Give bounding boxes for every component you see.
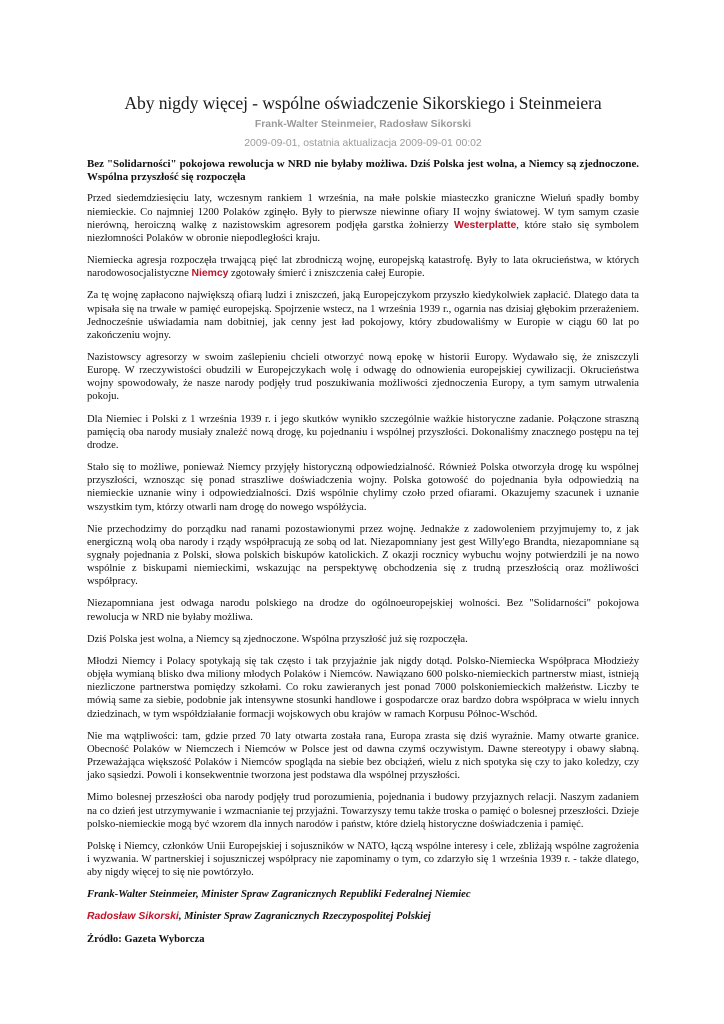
paragraph-12: Mimo bolesnej przeszłości oba narody podjęły trud porozumienia, pojednania i budowy przyjaznych relacji. Naszym zadaniem na co dzień jest utrzymywanie i wzmacnianie tej przyjaźni. Towarzyszy temu także troska o pamięć o bolesnej przeszłości. Dzieje polsko-niemieckie mogą być wzorem dla innych narodów i państw, które dzielą historyczne doświadczenia i pamięć.: [87, 792, 639, 830]
paragraph-6: Stało się to możliwe, ponieważ Niemcy przyjęły historyczną odpowiedzialność. Również Polska otworzyła drogę ku wspólnej przyszłości, wznosząc się ponad straszliwe doświadczenia wojny. Polska gotowość do pojednania była odpowiedzią na niemieckie uznanie winy i odpowiedzialności. Dziś wspólnie chylimy czoło przed ofiarami. Okazujemy szacunek i uznanie wszystkim tym, którzy otwarli nam drogę do nowego współżycia.: [87, 462, 639, 513]
paragraph-8: Niezapomniana jest odwaga narodu polskiego na drodze do ogólnoeuropejskiej wolności. Bez "Solidarności" pokojowa rewolucja w NRD nie byłaby możliwa.: [87, 598, 639, 623]
paragraph-2: [87, 254, 639, 280]
article-title: Aby nigdy więcej - wspólne oświadczenie Sikorskiego i Steinmeiera: [124, 93, 602, 113]
signature-sikorski-rest: , Minister Spraw Zagranicznych Rzeczypospolitej Polskiej: [178, 911, 431, 923]
signature-sikorski: [87, 910, 639, 923]
article: [87, 93, 639, 955]
paragraph-1-text-a: Przed siedemdziesięciu laty, wczesnym rankiem 1 września, na małe polskie miasteczko graniczne Wieluń spadły bomby niemieckie. Co najmniej 1200 Polaków zginęło. Były to pierwsze niewinne ofiary II wojny światowej. W tym samym czasie nierówną, heroiczną walkę z nazistowskim agresorem podjęła garstka żołnierzy: [87, 193, 639, 231]
paragraph-10: Młodzi Niemcy i Polacy spotykają się tak często i tak przyjaźnie jak nigdy dotąd. Polsko-Niemiecka Współpraca Młodzieży objęła wymianą blisko dwa miliony młodych Polaków i Niemców. Nawiązano 600 polsko-niemieckich partnerstw miast, istnieją niezliczone partnerstwa pomiędzy szkołami. Co roku zawieranych jest ponad 7000 polskoniemieckich małżeństw. Liczby te mówią same za siebie, podobnie jak intensywne stosunki handlowe i gospodarcze oraz bardzo dobra współpraca w wielu innych dziedzinach, w tym współdziałanie formacji wojskowych obu krajów w ramach Korpusu Północ-Wschód.: [87, 655, 639, 720]
paragraph-1-text-b: , które stało się symbolem niezłomności Polaków w obronie niepodległości kraju.: [87, 219, 639, 244]
article-source: Źródło: Gazeta Wyborcza: [87, 933, 205, 945]
paragraph-2-text-b: zgotowały śmierć i zniszczenia całej Europie.: [228, 268, 425, 280]
sikorski-link[interactable]: Radosław Sikorski: [87, 911, 179, 923]
article-authors: Frank-Walter Steinmeier, Radosław Sikorski: [254, 119, 472, 130]
paragraph-5: Dla Niemiec i Polski z 1 września 1939 r. i jego skutków wynikło szczególnie ważkie historyczne zadanie. Połączone straszną pamięcią oba narody musiały znaleźć nową drogę, ku pojednaniu i wspólnej przyszłości. Dokonaliśmy znacznego postępu na tej drodze.: [87, 413, 639, 451]
paragraph-2-text-a: Niemiecka agresja rozpoczęła trwającą pięć lat zbrodniczą wojnę, europejską katastrofę. Były to lata okrucieństwa, w których narodowosocjalistyczne: [87, 255, 639, 280]
article-dateline: 2009-09-01, ostatnia aktualizacja 2009-09-01 00:02: [244, 138, 482, 149]
paragraph-1: [87, 192, 639, 245]
paragraph-9: Dziś Polska jest wolna, a Niemcy są zjednoczone. Wspólna przyszłość już się rozpoczęła.: [87, 633, 468, 645]
westerplatte-link[interactable]: Westerplatte: [454, 219, 517, 231]
paragraph-11: Nie ma wątpliwości: tam, gdzie przed 70 laty otwarta została rana, Europa zrasta się dziś wyraźnie. Mamy otwarte granice. Obecność Polaków w Niemczech i Niemców w Polsce jest od dawna czymś oczywistym. Dawne stereotypy i obawy słabną. Przeważająca większość Polaków i Niemców spogląda na siebie bez obciążeń, wielu z nich spotyka się czy to jako koledzy, czy jako sąsiedzi. Powoli i konsekwentnie tworzona jest podstawa dla wspólnej przyszłości.: [87, 730, 639, 782]
article-lead: Bez "Solidarności" pokojowa rewolucja w NRD nie byłaby możliwa. Dziś Polska jest wolna, a Niemcy są zjednoczone. Wspólna przyszłość się rozpoczęła: [87, 158, 639, 184]
paragraph-3: Za tę wojnę zapłacono największą ofiarą ludzi i zniszczeń, jaką Europejczykom przyszło kiedykolwiek zapłacić. Dlatego data ta wpisała się na trwałe w pamięć europejską. Spojrzenie wstecz, na 1 września 1939 r., ogarnia nas dzisiaj głębokim przerażeniem. Jednocześnie uświadamia nam dobitniej, jak cenny jest ład pokojowy, który zbudowaliśmy w Europie w ciągu 60 lat po zakończeniu wojny.: [87, 290, 639, 341]
signature-steinmeier: Frank-Walter Steinmeier, Minister Spraw Zagranicznych Republiki Federalnej Niemiec: [87, 889, 471, 901]
paragraph-13: Polskę i Niemcy, członków Unii Europejskiej i sojuszników w NATO, łączą wspólne interesy i cele, zbliżają wspólne zagrożenia i wyzwania. W partnerskiej i sojuszniczej współpracy nie zapominamy o tym, co zdarzyło się 1 września 1939 r. - także dlatego, aby nigdy więcej to się nie powtórzyło.: [87, 840, 639, 879]
paragraph-4: Nazistowscy agresorzy w swoim zaślepieniu chcieli otworzyć nową epokę w historii Europy. Wydawało się, że zniszczyli Europę. W rzeczywistości obudzili w Europejczykach wolę i odwagę do odnowienia europejskiej cywilizacji. Okrucieństwa wojny spowodowały, że nasze narody podjęły trud poszukiwania możliwości zjednoczenia Europy, a tym samym utrwalenia pokoju.: [87, 351, 639, 403]
niemcy-link[interactable]: Niemcy: [191, 268, 229, 280]
paragraph-7: Nie przechodzimy do porządku nad ranami pozostawionymi przez wojnę. Jednakże z zadowoleniem przyjmujemy to, z jak energiczną wolą oba narody i rządy współpracują ze sobą od lat. Niezapomniany jest gest Willy'ego Brandta, niezapomniane są sygnały pojednania z Polski, słowa polskich biskupów katolickich. Z okazji rocznicy wybuchu wojny potwierdzili je na nowo wspólnie z biskupami niemieckimi, wskazując na perspektywę obchodzenia się z trudną przeszłością oraz możliwości współpracy.: [87, 523, 639, 588]
